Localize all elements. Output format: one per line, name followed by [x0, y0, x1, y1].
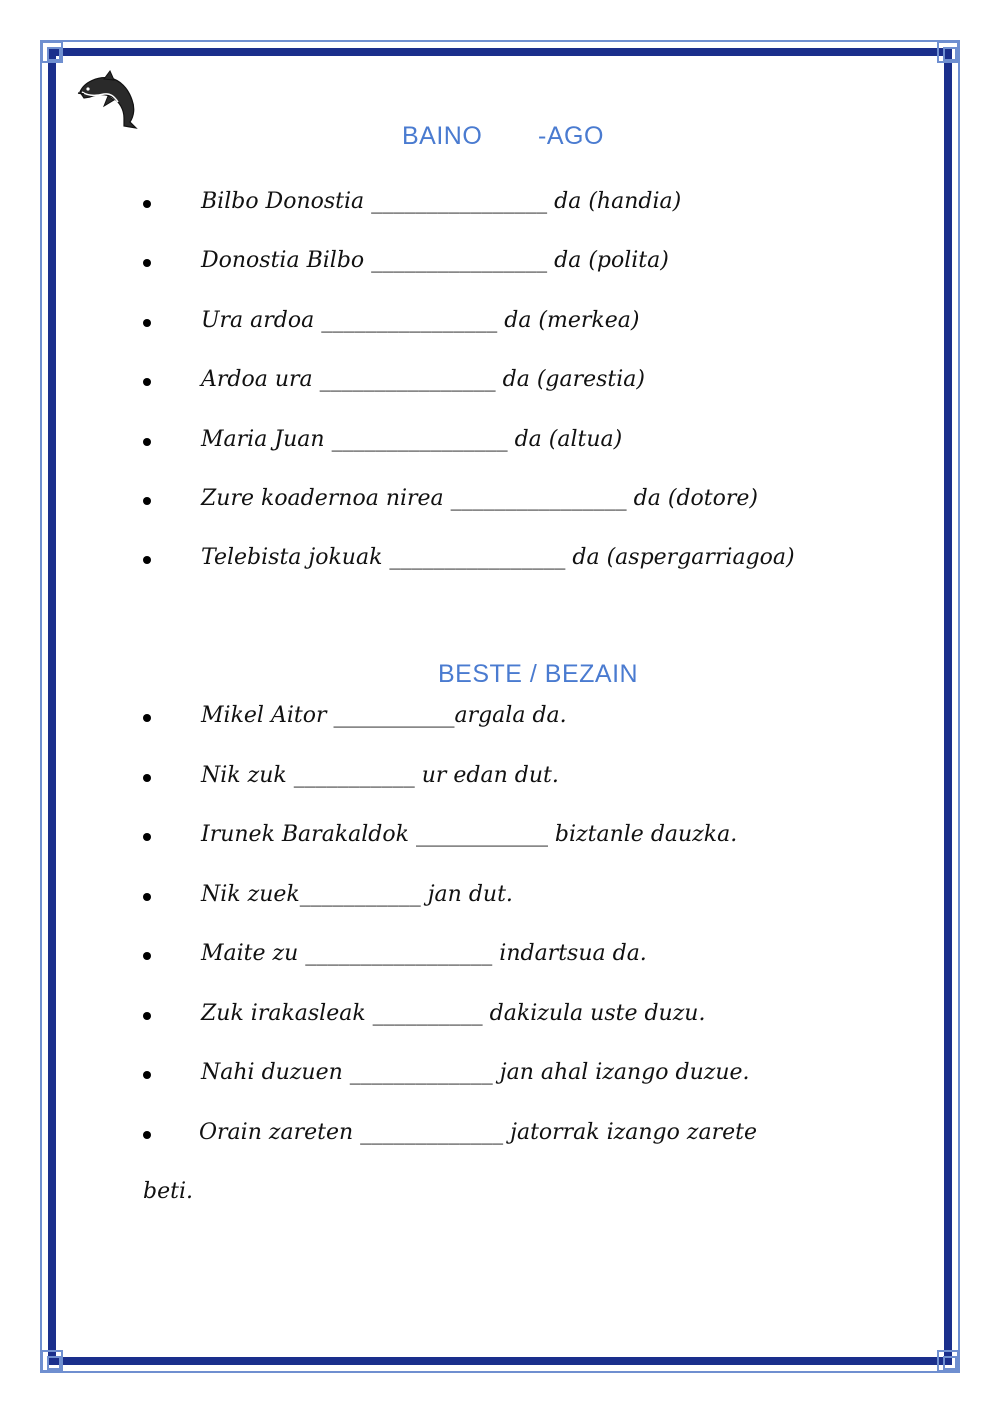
list-item	[143, 760, 923, 800]
bullet-icon	[143, 319, 151, 327]
exercise-text: Zure koadernoa nirea ________________ da (dotore)	[201, 486, 758, 511]
exercise-text: Telebista jokuak ________________ da (aspergarriagoa)	[201, 545, 795, 570]
list-item	[143, 305, 923, 345]
section1-title-baino: BAINO	[402, 122, 483, 150]
bullet-icon	[143, 774, 151, 782]
list-item	[143, 424, 923, 464]
bullet-icon	[143, 952, 151, 960]
exercise-text: Nahi duzuen _____________ jan ahal izango duzue.	[201, 1060, 750, 1085]
bullet-icon	[143, 497, 151, 505]
corner-ornament-top-left	[41, 41, 63, 63]
bullet-icon	[143, 893, 151, 901]
list-item	[143, 1117, 923, 1157]
bullet-icon	[143, 259, 151, 267]
exercise-text: Ura ardoa ________________ da (merkea)	[201, 308, 640, 333]
section2-title: BESTE / BEZAIN	[438, 660, 639, 688]
list-item	[143, 364, 923, 404]
bullet-icon	[143, 1012, 151, 1020]
dolphin-icon	[74, 70, 144, 130]
list-item	[143, 998, 923, 1038]
exercise-text: Ardoa ura ________________ da (garestia)	[201, 367, 646, 392]
exercise-text: Irunek Barakaldok ____________ biztanle dauzka.	[201, 822, 738, 847]
list-item	[143, 879, 923, 919]
corner-ornament-bottom-left	[41, 1350, 63, 1372]
list-item	[143, 938, 923, 978]
exercise-text: Nik zuek___________ jan dut.	[201, 882, 513, 907]
exercise-text: Mikel Aitor ___________argala da.	[201, 703, 567, 728]
exercise-text: Maria Juan ________________ da (altua)	[201, 427, 623, 452]
corner-ornament-bottom-right	[937, 1350, 959, 1372]
list-item	[143, 483, 923, 523]
exercise-text-continuation: beti.	[143, 1179, 193, 1204]
exercise-text: Orain zareten _____________ jatorrak izango zarete	[199, 1120, 757, 1145]
bullet-icon	[143, 200, 151, 208]
bullet-icon	[143, 833, 151, 841]
list-item	[143, 186, 923, 226]
corner-ornament-top-right	[937, 41, 959, 63]
exercise-text: Bilbo Donostia ________________ da (handia)	[201, 189, 682, 214]
list-item	[143, 819, 923, 859]
exercise-text: Zuk irakasleak __________ dakizula uste duzu.	[201, 1001, 706, 1026]
bullet-icon	[143, 1071, 151, 1079]
exercise-text: Nik zuk ___________ ur edan dut.	[201, 763, 559, 788]
section1-title-ago: -AGO	[538, 122, 604, 150]
list-item	[143, 245, 923, 285]
bullet-icon	[143, 1131, 151, 1139]
exercise-text: Donostia Bilbo ________________ da (polita)	[201, 248, 669, 273]
list-item	[143, 700, 923, 740]
bullet-icon	[143, 378, 151, 386]
exercise-text: Maite zu _________________ indartsua da.	[201, 941, 647, 966]
bullet-icon	[143, 556, 151, 564]
bullet-icon	[143, 438, 151, 446]
list-item	[143, 1057, 923, 1097]
bullet-icon	[143, 714, 151, 722]
list-item	[143, 542, 923, 582]
